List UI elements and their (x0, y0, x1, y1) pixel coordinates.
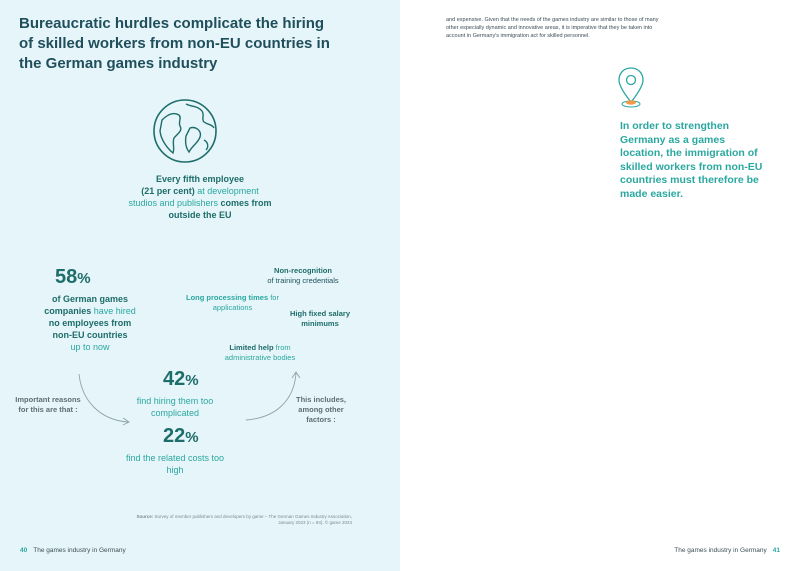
stat-58-description (20, 293, 160, 353)
factor-line: for (268, 293, 279, 302)
stat-line: non-EU countries (52, 330, 128, 340)
factor-high-salary: High fixed salary minimums (289, 309, 351, 328)
stat-line: companies (44, 306, 92, 316)
source-text: Survey of member publishers and developers by game – The German Games Industry Association, January 2023 (n = 84). © game 2023 (153, 514, 352, 525)
stat-line: comes from (220, 198, 272, 208)
includes-label: This includes, among other factors : (295, 395, 346, 424)
stat-58-number: 58% (55, 266, 91, 288)
stat-line: Every fifth employee (155, 174, 245, 184)
source-label: Source: (136, 514, 154, 519)
stat-42-number: 42% (163, 368, 199, 390)
stat-line: studios and publishers (128, 198, 221, 208)
location-pin-icon (616, 66, 646, 110)
arrow-right-icon (244, 370, 304, 425)
footer-text: The games industry in Germany (33, 547, 126, 554)
stat-line: of German games (51, 294, 129, 304)
footer-right (674, 547, 780, 554)
important-reasons-label: Important reasons for this are that : (15, 395, 81, 414)
factor-limited-help (205, 343, 315, 363)
factor-line: Non-recognition (274, 266, 332, 275)
globe-icon (152, 98, 218, 164)
footer-text: The games industry in Germany (674, 547, 767, 554)
stat-line: have hired (91, 306, 136, 316)
factor-line: from (273, 343, 291, 352)
stat-line: up to now (70, 342, 110, 352)
page-number: 40 (20, 547, 28, 554)
stat-line: outside the EU (168, 210, 232, 220)
factor-long-processing (185, 293, 280, 313)
stat-42-description: find hiring them too complicated (136, 396, 214, 418)
factor-line: of training credentials (267, 276, 339, 285)
footer-left (20, 547, 126, 554)
stat-every-fifth-employee (90, 173, 310, 221)
stat-line: no employees from (48, 318, 132, 328)
factor-line: Limited help (229, 343, 274, 352)
factor-non-recognition (238, 266, 368, 286)
stat-22-number: 22% (163, 425, 199, 447)
factor-line: applications (212, 303, 253, 312)
right-page (400, 0, 800, 571)
page-title: Bureaucratic hurdles complicate the hiring of skilled workers from non-EU countries in the German games industry (19, 15, 330, 72)
stat-line: (21 per cent) (141, 186, 195, 196)
page-number: 41 (772, 547, 780, 554)
highlight-quote: In order to strengthen Germany as a games location, the immigration of skilled workers from non-EU countries must therefore be made easier. (620, 120, 763, 200)
body-paragraph: and expensive. Given that the needs of the games industry are similar to those of many other especially dynamic and innovative areas, it is imperative that they be taken into account in Germany's immigration act for skilled personnel. (446, 17, 659, 39)
factor-line: administrative bodies (224, 353, 296, 362)
stat-22-description: find the related costs too high (125, 453, 225, 475)
stat-line: at development (194, 186, 259, 196)
source-note (120, 514, 352, 526)
factor-line: Long processing times (186, 293, 269, 302)
